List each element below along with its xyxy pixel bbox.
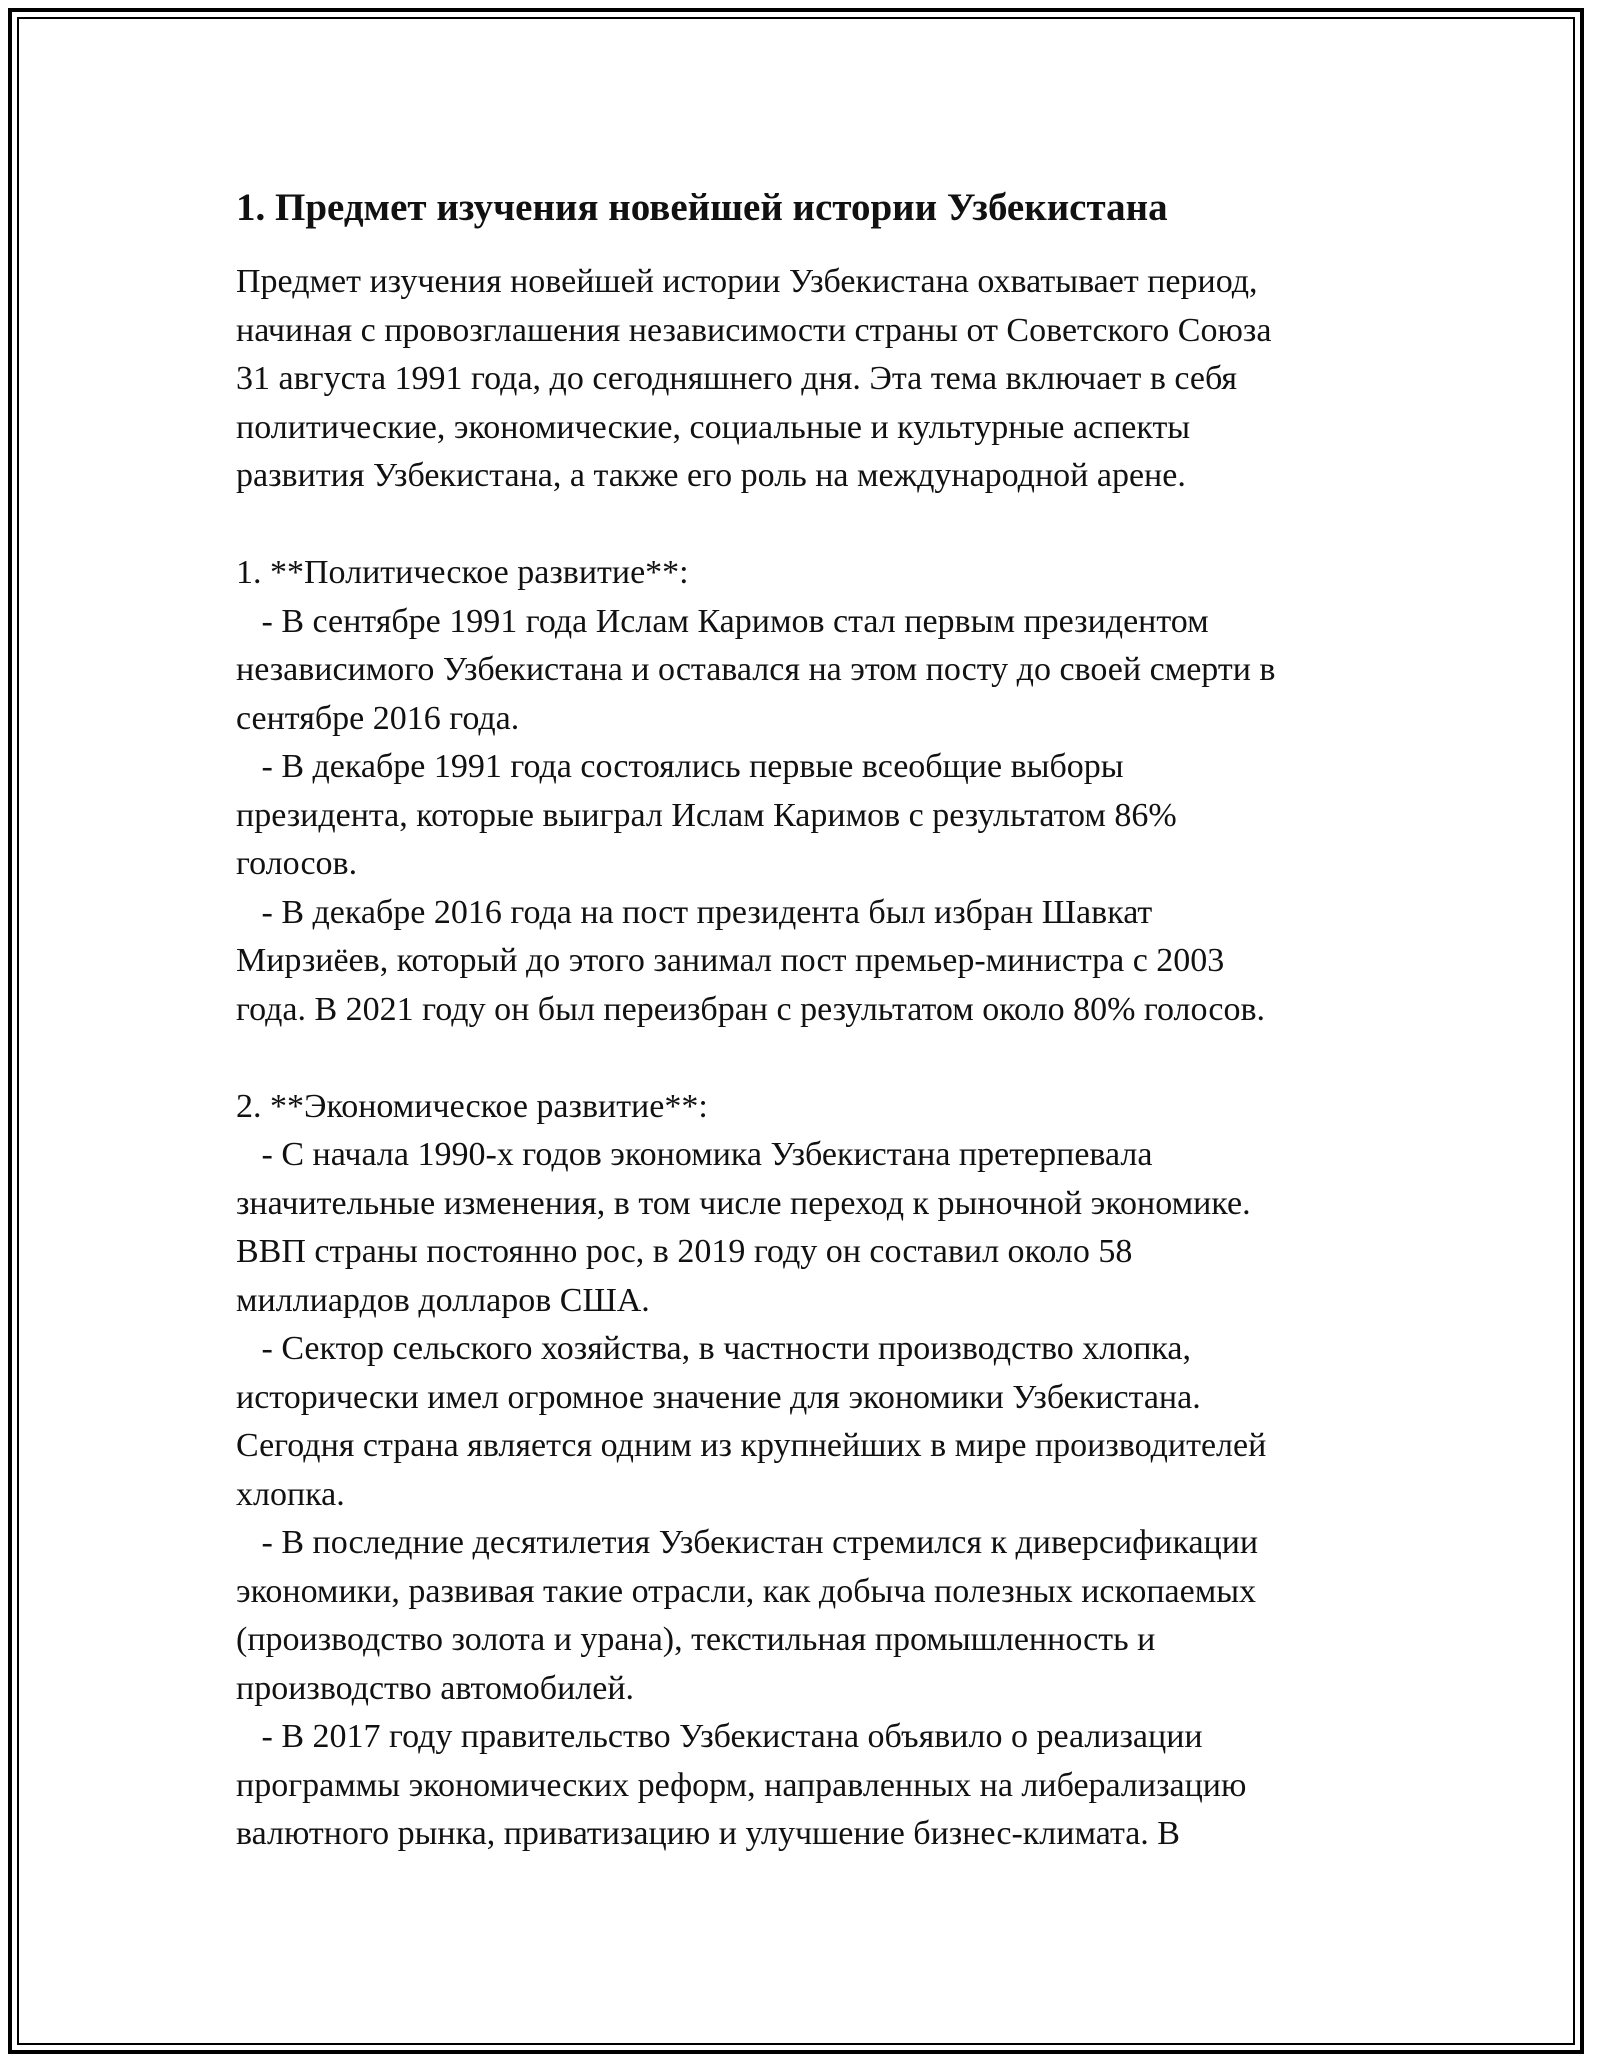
text-line: валютного рынка, приватизацию и улучшение бизнес-климата. В xyxy=(236,1815,1180,1852)
text-line: - В последние десятилетия Узбекистан стремился к диверсификации xyxy=(236,1524,1259,1561)
document-body xyxy=(236,258,1386,1859)
text-line: значительные изменения, в том числе переход к рыночной экономике. xyxy=(236,1184,1251,1222)
blank-line xyxy=(236,501,1386,550)
text-line: политические, экономические, социальные и культурные аспекты xyxy=(236,408,1191,446)
text-line: года. В 2021 году он был переизбран с результатом около 80% голосов. xyxy=(236,990,1265,1028)
text-line: исторически имел огромное значение для экономики Узбекистана. xyxy=(236,1378,1201,1416)
text-line: - В декабре 2016 года на пост президента был избран Шавкат xyxy=(236,893,1153,931)
text-line: независимого Узбекистана и оставался на этом посту до своей смерти в xyxy=(236,651,1276,688)
text-line: сентябре 2016 года. xyxy=(236,699,520,737)
text-line: 31 августа 1991 года, до сегодняшнего дня. Эта тема включает в себя xyxy=(236,360,1238,397)
text-line: начиная с провозглашения независимости страны от Советского Союза xyxy=(236,311,1272,349)
text-line: производство автомобилей. xyxy=(236,1669,635,1707)
text-line: Сегодня страна является одним из крупнейших в мире производителей xyxy=(236,1427,1267,1464)
text-line: - В 2017 году правительство Узбекистана объявило о реализации xyxy=(236,1718,1203,1755)
text-line: развития Узбекистана, а также его роль на международной арене. xyxy=(236,457,1186,494)
section-title-economic: 2. **Экономическое развитие**: xyxy=(236,1087,708,1125)
text-line: президента, которые выиграл Ислам Каримов с результатом 86% xyxy=(236,796,1177,834)
text-line: - В сентябре 1991 года Ислам Каримов стал первым президентом xyxy=(236,602,1209,640)
section-title-political: 1. **Политическое развитие**: xyxy=(236,554,689,591)
text-line: программы экономических реформ, направленных на либерализацию xyxy=(236,1766,1247,1804)
text-line: - В декабре 1991 года состоялись первые всеобщие выборы xyxy=(236,748,1124,785)
text-line: хлопка. xyxy=(236,1475,345,1513)
text-line: голосов. xyxy=(236,845,358,882)
text-line: ВВП страны постоянно рос, в 2019 году он составил около 58 xyxy=(236,1233,1133,1270)
text-line: миллиардов долларов США. xyxy=(236,1281,650,1319)
document-page xyxy=(236,180,1386,1859)
text-line: Мирзиёев, который до этого занимал пост премьер-министра с 2003 xyxy=(236,942,1225,979)
text-line: - Сектор сельского хозяйства, в частности производство хлопка, xyxy=(236,1330,1192,1367)
text-line: экономики, развивая такие отрасли, как добыча полезных ископаемых xyxy=(236,1572,1257,1610)
blank-line xyxy=(236,1034,1386,1083)
text-line: - С начала 1990-х годов экономика Узбекистана претерпевала xyxy=(236,1136,1153,1173)
text-line: (производство золота и урана), текстильная промышленность и xyxy=(236,1621,1156,1658)
text-line: Предмет изучения новейшей истории Узбекистана охватывает период, xyxy=(236,263,1258,300)
document-heading: 1. Предмет изучения новейшей истории Узбекистана xyxy=(236,186,1168,229)
